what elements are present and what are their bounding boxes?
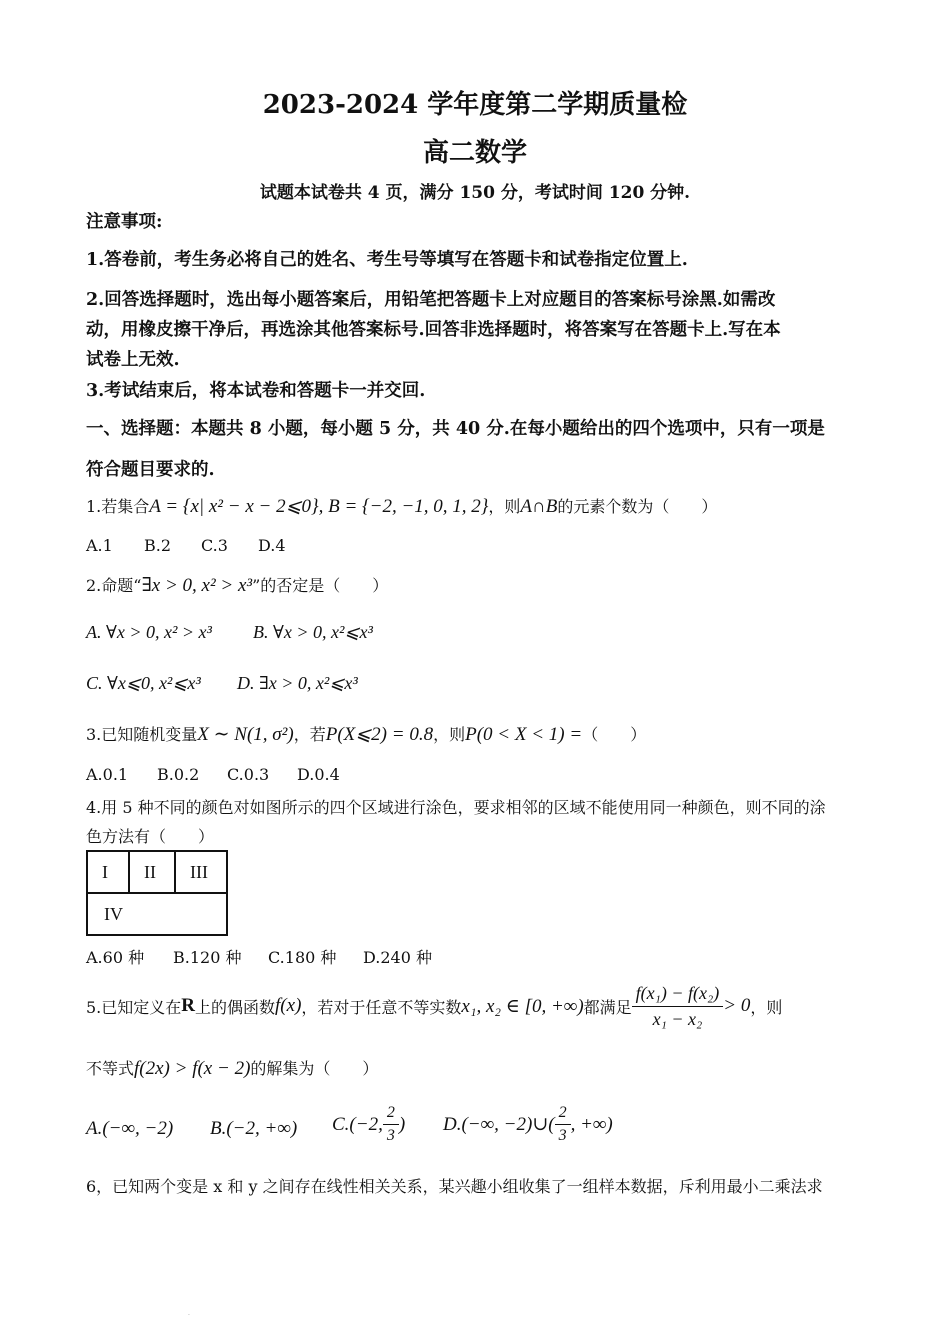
q5-vars: x₁, x₂ ∈ [0, +∞) [461, 995, 584, 1017]
q1-prefix: 1.若集合 [86, 497, 150, 516]
exam-title: 2023-2024 学年度第二学期质量检 [262, 90, 688, 120]
q5-fx: f(x) [275, 995, 302, 1016]
q5-optc-den: 3 [386, 1127, 395, 1144]
q5-gt0: > 0 [723, 995, 751, 1016]
q3-ask: P(0 < X < 1) = [465, 724, 583, 745]
q4-option-b: B.120 种 [173, 948, 242, 967]
q5-optd-den: 3 [558, 1127, 567, 1144]
q5-option-a: A.(−∞, −2) [86, 1118, 174, 1139]
q1-option-b: B.2 [144, 536, 172, 555]
question-6: 6，已知两个变是 x 和 y 之间存在线性相关关系，某兴趣小组收集了一组样本数据，斥利用最小二乘法求 [86, 1177, 823, 1196]
section-heading: 一、选择题：本题共 8 小题，每小题 5 分，共 40 分.在每小题给出的四个选项中，只有一项是 [86, 419, 825, 439]
q5-option-d [443, 1104, 613, 1145]
question-3 [86, 722, 646, 746]
q5-optd-frac [555, 1104, 571, 1145]
q5-mid1: 上的偶函数 [195, 997, 276, 1017]
q5-line2-prefix: 不等式 [86, 1059, 135, 1078]
q2-option-a: A. ∀x > 0, x² > x³ [86, 622, 212, 642]
scan-speck: . [188, 1310, 190, 1317]
region-2: II [129, 851, 175, 893]
q2-option-d: D. ∃x > 0, x²⩽x³ [237, 673, 358, 693]
question-1 [86, 494, 717, 518]
q5-option-c [332, 1104, 405, 1145]
q3-option-c: C.0.3 [227, 765, 270, 784]
q5-optd-pre: D.(−∞, −2)∪( [443, 1114, 555, 1135]
question-5-cont [86, 1056, 378, 1080]
q1-option-a: A.1 [86, 536, 113, 555]
q5-suffix: ，则 [750, 997, 783, 1017]
q5-optc-frac [383, 1104, 399, 1145]
notes-heading: 注意事项: [86, 212, 163, 232]
q5-mid2: ，若对于任意不等实数 [301, 997, 462, 1017]
q3-option-a: A.0.1 [86, 765, 129, 784]
q4-option-d: D.240 种 [363, 948, 432, 967]
q5-optd-post: , +∞) [570, 1113, 613, 1135]
q5-mid3: 都满足 [583, 997, 632, 1017]
q2-suffix: ”的否定是（ ） [252, 576, 389, 595]
q4-option-a: A.60 种 [86, 948, 145, 967]
q1-option-c: C.3 [201, 536, 228, 555]
q5-frac-num: f(x₁) − f(x₂) [632, 983, 724, 1007]
q3-option-b: B.0.2 [157, 765, 200, 784]
q2-option-c: C. ∀x⩽0, x²⩽x³ [86, 673, 201, 693]
q3-suffix: （ ） [582, 725, 647, 744]
q5-option-b: B.(−2, +∞) [210, 1118, 298, 1139]
q4-option-c: C.180 种 [268, 948, 337, 967]
q5-frac-den: x₁ − x₂ [652, 1008, 703, 1029]
region-3: III [175, 851, 227, 893]
region-1: I [87, 851, 129, 893]
q1-suffix: 的元素个数为（ ） [557, 497, 718, 516]
q3-distribution: X ∼ N(1, σ²) [197, 724, 294, 745]
q5-line2-suffix: 的解集为（ ） [250, 1059, 379, 1078]
q5-optc-pre: C.(−2, [332, 1113, 383, 1135]
q2-prefix: 2.命题“ [86, 576, 142, 595]
note-1: 1.答卷前，考生务必将自己的姓名、考生号等填写在答题卡和试卷指定位置上. [86, 250, 688, 270]
q2-option-b: B. ∀x > 0, x²⩽x³ [253, 622, 373, 642]
q3-condition: P(X⩽2) = 0.8 [325, 724, 434, 745]
note-2-cont: 动，用橡皮擦干净后，再选涂其他答案标号.回答非选择题时，将答案写在答题卡上.写在本 [86, 320, 781, 340]
exam-info: 试题本试卷共 4 页，满分 150 分，考试时间 120 分钟. [259, 183, 691, 203]
question-4-cont: 色方法有（ ） [86, 827, 215, 846]
q3-mid: ，若 [293, 725, 326, 744]
q5-optc-num: 2 [383, 1104, 399, 1125]
question-4: 4.用 5 种不同的颜色对如图所示的四个区域进行涂色，要求相邻的区域不能使用同一种颜色，则不同的涂 [86, 798, 826, 817]
q2-proposition: ∃x > 0, x² > x³ [141, 575, 253, 596]
question-5 [86, 976, 782, 1036]
q3-mid2: ，则 [433, 725, 466, 744]
region-4: IV [87, 893, 227, 935]
q1-intersection: A∩B [520, 496, 558, 517]
q1-option-d: D.4 [258, 536, 286, 555]
note-3: 3.考试结束后，将本试卷和答题卡一并交回. [86, 381, 426, 401]
q5-reals: R [181, 995, 196, 1016]
q5-prefix: 5.已知定义在 [86, 997, 182, 1017]
question-2 [86, 573, 388, 597]
note-2: 2.回答选择题时，选出每小题答案后，用铅笔把答题卡上对应题目的答案标号涂黑.如需改 [86, 290, 776, 310]
q1-sets: A = {x| x² − x − 2⩽0}, B = {−2, −1, 0, 1, 2} [149, 496, 489, 517]
region-diagram [86, 850, 228, 936]
subject-title: 高二数学 [422, 138, 527, 168]
q5-fraction [632, 983, 724, 1030]
q5-optc-post: ) [398, 1113, 406, 1135]
note-2-end: 试卷上无效. [86, 350, 180, 370]
q3-option-d: D.0.4 [297, 765, 340, 784]
q1-mid: ，则 [488, 497, 521, 516]
q5-inequality: f(2x) > f(x − 2) [134, 1058, 251, 1079]
q3-prefix: 3.已知随机变量 [86, 725, 198, 744]
q5-optd-num: 2 [555, 1104, 571, 1125]
section-heading-cont: 符合题目要求的. [86, 460, 215, 480]
